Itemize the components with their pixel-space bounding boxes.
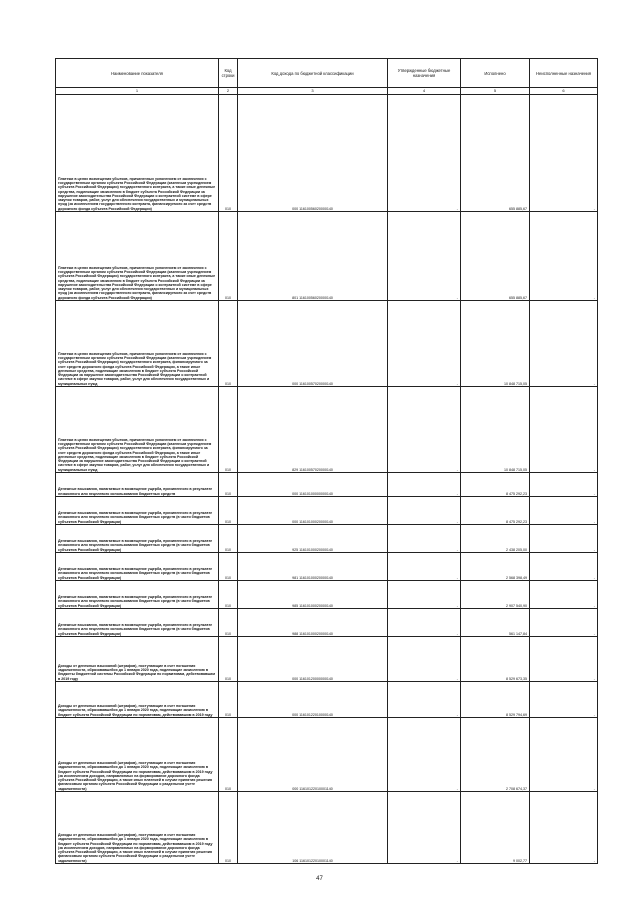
executed-amount: 655 885,67: [461, 95, 530, 212]
unexecuted-amount: -: [530, 609, 598, 637]
unexecuted-amount: -: [530, 553, 598, 581]
table-row: [56, 497, 598, 525]
indicator-name: Денежные взыскания, налагаемые в возмещение ущерба, причиненного в результате незаконного или нецелевого использования бюджетных средств: [56, 473, 219, 497]
unexecuted-amount: -: [530, 792, 598, 864]
unexecuted-amount: -: [530, 682, 598, 718]
executed-amount: 561 147,84: [461, 609, 530, 637]
indicator-name: Платежи в целях возмещения убытков, причиненных уклонением от заключения с государственным органом субъекта Российской Федерации (казенным учреждением субъекта Российской Федерации) государственного контракта, а также иные денежные средства, подлежащие зачислению в бюджет субъекта Российской Федерации за нарушение законодательства Российской Федерации о контрактной системе в сфере закупок товаров, работ, услуг для обеспечения государственных и муниципальных нужд (за исключением государственного контракта, финансируемого за счет средств дорожного фонда субъекта Российской Федерации): [56, 95, 219, 212]
budget-classification-code: 988 11610100020000140: [238, 609, 388, 637]
table-row: [56, 553, 598, 581]
unexecuted-amount: -: [530, 473, 598, 497]
header-approved-appropriations: Утвержденные бюджетные назначения: [388, 59, 461, 88]
table-row: [56, 301, 598, 387]
header-indicator-name: Наименование показателя: [56, 59, 219, 88]
approved-amount: -: [388, 525, 461, 553]
approved-amount: -: [388, 609, 461, 637]
line-code: 010: [219, 497, 238, 525]
budget-classification-code: 000 11610056020000140: [238, 95, 388, 212]
line-code: 010: [219, 95, 238, 212]
line-code: 010: [219, 212, 238, 301]
line-code: 010: [219, 553, 238, 581]
indicator-name: Доходы от денежных взысканий (штрафов), поступающие в счет погашения задолженности, образовавшейся до 1 января 2020 года, подлежащие зачислению в бюджет субъекта Российской Федерации по нормативам, действовавшим в 2019 году (за исключением доходов, направляемых на формирование дорожного фонда субъекта Российской Федерации, а также иных платежей в случае принятия решения финансовым органом субъекта Российской Федерации о раздельном учете задолженности): [56, 792, 219, 864]
budget-classification-code: 000 11610122010000140: [238, 682, 388, 718]
column-number: 4: [388, 88, 461, 95]
unexecuted-amount: -: [530, 497, 598, 525]
line-code: 010: [219, 792, 238, 864]
approved-amount: -: [388, 718, 461, 792]
line-code: 010: [219, 301, 238, 387]
approved-amount: -: [388, 95, 461, 212]
budget-classification-code: 801 11610056020000140: [238, 212, 388, 301]
table-row: [56, 473, 598, 497]
line-code: 010: [219, 718, 238, 792]
indicator-name: Денежные взыскания, налагаемые в возмещение ущерба, причиненного в результате незаконного или нецелевого использования бюджетных средств (в части бюджетов субъектов Российской Федерации): [56, 609, 219, 637]
budget-classification-code: 981 11610100020000140: [238, 553, 388, 581]
column-number-row: [56, 88, 598, 95]
table-row: [56, 95, 598, 212]
unexecuted-amount: -: [530, 637, 598, 682]
indicator-name: Денежные взыскания, налагаемые в возмещение ущерба, причиненного в результате незаконного или нецелевого использования бюджетных средств (в части бюджетов субъектов Российской Федерации): [56, 525, 219, 553]
table-header-row: [56, 59, 598, 88]
budget-classification-code: 106 11610122010001140: [238, 792, 388, 864]
approved-amount: -: [388, 387, 461, 473]
indicator-name: Денежные взыскания, налагаемые в возмещение ущерба, причиненного в результате незаконного или нецелевого использования бюджетных средств (в части бюджетов субъектов Российской Федерации): [56, 497, 219, 525]
executed-amount: 9 002,77: [461, 792, 530, 864]
executed-amount: 2 438 205,00: [461, 525, 530, 553]
budget-classification-code: 000 11610100000000140: [238, 473, 388, 497]
approved-amount: -: [388, 581, 461, 609]
indicator-name: Денежные взыскания, налагаемые в возмещение ущерба, причиненного в результате незаконного или нецелевого использования бюджетных средств (в части бюджетов субъектов Российской Федерации): [56, 581, 219, 609]
table-row: [56, 387, 598, 473]
line-code: 010: [219, 609, 238, 637]
column-number: 5: [461, 88, 530, 95]
page-number: 47: [316, 876, 323, 882]
budget-classification-code: 829 11610057020000140: [238, 387, 388, 473]
unexecuted-amount: -: [530, 581, 598, 609]
indicator-name: Платежи в целях возмещения убытков, причиненных уклонением от заключения с государственным органом субъекта Российской Федерации (казенным учреждением субъекта Российской Федерации) государственного контракта, финансируемого за счет средств дорожного фонда субъекта Российской Федерации, а также иные денежные средства, подлежащие зачислению в бюджет субъекта Российской Федерации за нарушение законодательства Российской Федерации о контрактной системе в сфере закупок товаров, работ, услуг для обеспечения государственных и муниципальных нужд: [56, 387, 219, 473]
budget-classification-code: 000 11610100020000140: [238, 497, 388, 525]
header-line-code: Код строки: [219, 59, 238, 88]
executed-amount: 8 475 292,23: [461, 473, 530, 497]
header-unexecuted-appropriations: Неисполненные назначения: [530, 59, 598, 88]
table-row: [56, 792, 598, 864]
approved-amount: -: [388, 553, 461, 581]
indicator-name: Доходы от денежных взысканий (штрафов), поступающие в счет погашения задолженности, образовавшейся до 1 января 2020 года, подлежащие зачислению в бюджет субъекта Российской Федерации по нормативам, действовавшим в 2019 году (за исключением доходов, направляемых на формирование дорожного фонда субъекта Российской Федерации, а также иных платежей в случае принятия решения финансовым органом субъекта Российской Федерации о раздельном учете задолженности): [56, 718, 219, 792]
executed-amount: 10 848 715,05: [461, 387, 530, 473]
line-code: 010: [219, 525, 238, 553]
budget-classification-code: 925 11610100020000140: [238, 525, 388, 553]
column-number: 1: [56, 88, 219, 95]
approved-amount: -: [388, 792, 461, 864]
unexecuted-amount: -: [530, 95, 598, 212]
table-row: [56, 718, 598, 792]
column-number: 3: [238, 88, 388, 95]
executed-amount: 2 568 398,49: [461, 553, 530, 581]
indicator-name: Платежи в целях возмещения убытков, причиненных уклонением от заключения с государственным органом субъекта Российской Федерации (казенным учреждением субъекта Российской Федерации) государственного контракта, а также иные денежные средства, подлежащие зачислению в бюджет субъекта Российской Федерации за нарушение законодательства Российской Федерации о контрактной системе в сфере закупок товаров, работ, услуг для обеспечения государственных и муниципальных нужд (за исключением государственного контракта, финансируемого за счет средств дорожного фонда субъекта Российской Федерации): [56, 212, 219, 301]
table-row: [56, 682, 598, 718]
unexecuted-amount: -: [530, 525, 598, 553]
unexecuted-amount: -: [530, 718, 598, 792]
indicator-name: Денежные взыскания, налагаемые в возмещение ущерба, причиненного в результате незаконного или нецелевого использования бюджетных средств (в части бюджетов субъектов Российской Федерации): [56, 553, 219, 581]
indicator-name: Платежи в целях возмещения убытков, причиненных уклонением от заключения с государственным органом субъекта Российской Федерации (казенным учреждением субъекта Российской Федерации) государственного контракта, финансируемого за счет средств дорожного фонда субъекта Российской Федерации, а также иные денежные средства, подлежащие зачислению в бюджет субъекта Российской Федерации за нарушение законодательства Российской Федерации о контрактной системе в сфере закупок товаров, работ, услуг для обеспечения государственных и муниципальных нужд: [56, 301, 219, 387]
indicator-name: Доходы от денежных взысканий (штрафов), поступающие в счет погашения задолженности, образовавшейся до 1 января 2020 года, подлежащие зачислению в бюджет субъекта Российской Федерации по нормативам, действовавшим в 2019 году: [56, 682, 219, 718]
table-row: [56, 637, 598, 682]
executed-amount: 10 848 715,05: [461, 301, 530, 387]
line-code: 010: [219, 637, 238, 682]
table-row: [56, 212, 598, 301]
approved-amount: -: [388, 301, 461, 387]
executed-amount: 2 708 674,37: [461, 718, 530, 792]
unexecuted-amount: -: [530, 387, 598, 473]
unexecuted-amount: -: [530, 212, 598, 301]
table-row: [56, 609, 598, 637]
line-code: 010: [219, 581, 238, 609]
approved-amount: -: [388, 212, 461, 301]
executed-amount: 8 529 673,35: [461, 637, 530, 682]
budget-classification-code: 000 11610120000000140: [238, 637, 388, 682]
column-number: 2: [219, 88, 238, 95]
budget-execution-table: [55, 58, 598, 864]
line-code: 010: [219, 473, 238, 497]
approved-amount: -: [388, 637, 461, 682]
column-number: 6: [530, 88, 598, 95]
indicator-name: Доходы от денежных взысканий (штрафов), поступающие в счет погашения задолженности, образовавшейся до 1 января 2020 года, подлежащие зачислению в бюджеты бюджетной системы Российской Федерации по нормативам, действовавшим в 2019 году: [56, 637, 219, 682]
executed-amount: 8 475 292,23: [461, 497, 530, 525]
line-code: 010: [219, 682, 238, 718]
budget-classification-code: 000 11610057020000140: [238, 301, 388, 387]
budget-classification-code: 000 11610122010001140: [238, 718, 388, 792]
executed-amount: 655 885,67: [461, 212, 530, 301]
executed-amount: 8 529 794,69: [461, 682, 530, 718]
approved-amount: -: [388, 473, 461, 497]
unexecuted-amount: -: [530, 301, 598, 387]
header-budget-classification-code: Код дохода по бюджетной классификации: [238, 59, 388, 88]
table-row: [56, 581, 598, 609]
approved-amount: -: [388, 497, 461, 525]
line-code: 010: [219, 387, 238, 473]
budget-classification-code: 985 11610100020000140: [238, 581, 388, 609]
executed-amount: 2 907 540,90: [461, 581, 530, 609]
approved-amount: -: [388, 682, 461, 718]
table-row: [56, 525, 598, 553]
header-executed: Исполнено: [461, 59, 530, 88]
